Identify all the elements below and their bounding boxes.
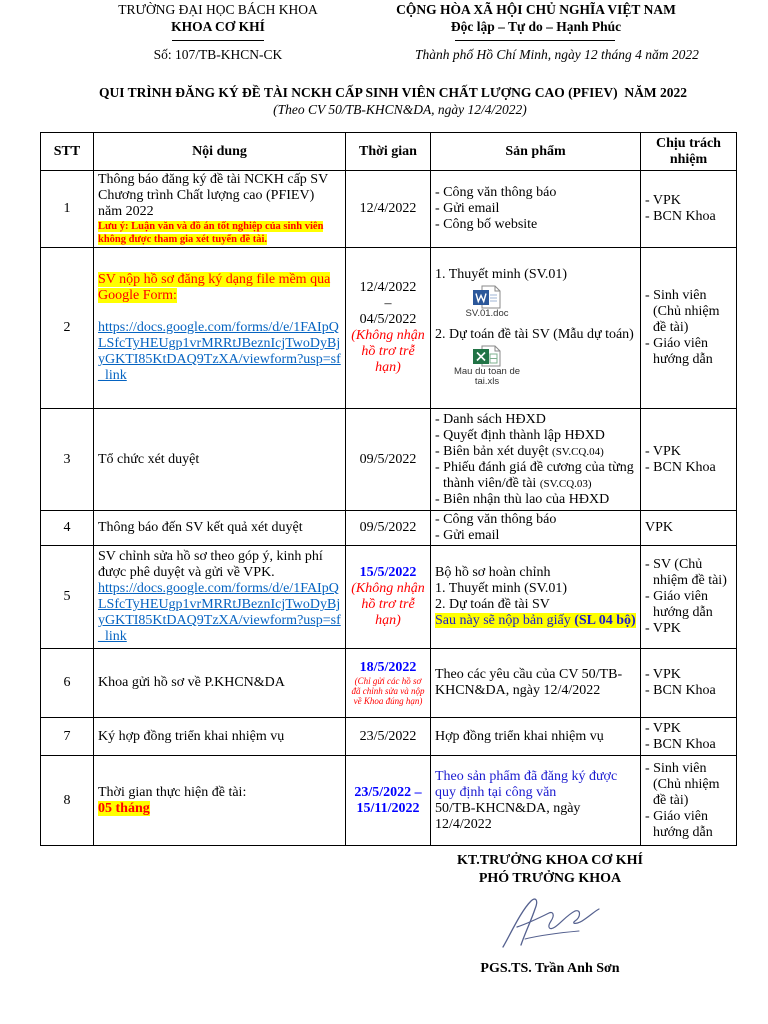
form-code: (SV.CQ.03)	[539, 477, 592, 490]
date-separator: –	[384, 296, 392, 311]
content-cell	[94, 756, 346, 846]
product-item: - Gửi email	[435, 201, 500, 216]
warning-note: Lưu ý: Luận văn và đồ án tốt nghiệp của sinh viên không được tham gia xét tuyển đề tài.	[98, 221, 324, 245]
step-description: SV nộp hồ sơ đăng ký dạng file mềm qua Google Form:	[98, 272, 331, 303]
product-item: 2. Dự toán đề tài SV	[435, 597, 550, 612]
step-description: SV chỉnh sửa hồ sơ theo góp ý, kinh phí được phê duyệt và gửi về VPK.	[98, 549, 323, 580]
table-row	[41, 409, 737, 511]
table-row	[41, 649, 737, 718]
stt-cell: 3	[41, 409, 94, 511]
responsible-item: VPK	[645, 520, 674, 535]
table-row	[41, 546, 737, 649]
product-item: - Quyết định thành lập HĐXD	[435, 427, 605, 443]
content-cell: Khoa gửi hồ sơ về P.KHCN&DA	[94, 649, 346, 718]
product-cell	[431, 409, 641, 511]
time-cell	[346, 649, 431, 718]
stt-cell: 8	[41, 756, 94, 846]
responsible-cell	[641, 409, 737, 511]
faculty-name: KHOA CƠ KHÍ	[171, 19, 265, 34]
deadline-note: (Không nhận hồ trơ trễ hạn)	[351, 581, 425, 628]
responsible-item: - SV (Chủ nhiệm đề tài)	[645, 557, 727, 588]
time-cell: 23/5/2022 – 15/11/2022	[346, 756, 431, 846]
table-row	[41, 248, 737, 409]
table-header-row	[41, 133, 737, 171]
attachment-label: Mau du toan de tai.xls	[453, 366, 521, 387]
content-cell	[94, 171, 346, 248]
table-row	[41, 511, 737, 546]
product-cell: Theo các yêu cầu của CV 50/TB-KHCN&DA, ngày 12/4/2022	[431, 649, 641, 718]
national-block	[386, 1, 686, 35]
header-time: Thời gian	[346, 133, 431, 171]
attachment-word[interactable]	[447, 283, 527, 321]
product-reference: 50/TB-KHCN&DA, ngày 12/4/2022	[435, 800, 581, 832]
motto-underline	[455, 40, 615, 41]
product-cell: Hợp đồng triển khai nhiệm vụ	[431, 718, 641, 756]
product-cell	[431, 248, 641, 409]
product-cell	[431, 546, 641, 649]
signer-title: KT.TRƯỞNG KHOA CƠ KHÍ	[457, 853, 643, 868]
responsible-item: - VPK	[645, 621, 681, 636]
product-item: 1. Thuyết minh (SV.01)	[435, 267, 568, 282]
paper-submission-note: Sau này sẽ nộp bản giấy (SL 04 bộ)	[435, 613, 636, 628]
stt-cell: 4	[41, 511, 94, 546]
header-stt: STT	[41, 133, 94, 171]
deadline-date: 15/5/2022	[359, 565, 417, 580]
stt-cell: 6	[41, 649, 94, 718]
deadline-note: (Không nhận hồ trơ trễ hạn)	[351, 328, 425, 375]
attachment-label: SV.01.doc	[465, 308, 509, 319]
place-date: Thành phố Hồ Chí Minh, ngày 12 tháng 4 năm 2022	[415, 47, 699, 62]
issuer-block	[68, 1, 368, 35]
excel-file-icon	[472, 345, 502, 367]
product-item: 2. Dự toán đề tài SV (Mẫu dự toán)	[435, 327, 634, 342]
responsible-item: - Giáo viên hướng dẫn	[645, 589, 713, 620]
product-cell	[431, 511, 641, 546]
responsible-item: - Giáo viên hướng dẫn	[645, 808, 713, 840]
content-cell	[94, 248, 346, 409]
stt-cell: 2	[41, 248, 94, 409]
stt-cell: 1	[41, 171, 94, 248]
time-cell	[346, 546, 431, 649]
google-form-link[interactable]: https://docs.google.com/forms/d/e/1FAIpQLSfcTyHEUgp1vrMRRtJBeznIcjTwoDyBjyGKTI85KtDAQ9TzXA/viewform?usp=sf_link	[98, 320, 341, 383]
product-item: 1. Thuyết minh (SV.01)	[435, 581, 568, 596]
product-title: Bộ hồ sơ hoàn chỉnh	[435, 565, 551, 580]
responsible-cell	[641, 171, 737, 248]
product-description: Theo sản phẩm đã đăng ký được quy định tại công văn	[435, 768, 618, 800]
university-name: TRƯỜNG ĐẠI HỌC BÁCH KHOA	[118, 2, 318, 17]
document-number: Số: 107/TB-KHCN-CK	[153, 47, 283, 62]
content-cell	[94, 546, 346, 649]
header-product: Sản phẩm	[431, 133, 641, 171]
step-description: Thời gian thực hiện đề tài:	[98, 784, 247, 800]
responsible-item: - VPK	[645, 720, 681, 736]
end-date: 04/5/2022	[359, 312, 417, 327]
content-cell: Ký hợp đồng triển khai nhiệm vụ	[94, 718, 346, 756]
product-cell	[431, 756, 641, 846]
table-row	[41, 756, 737, 846]
nation-name: CỘNG HÒA XÃ HỘI CHỦ NGHĨA VIỆT NAM	[396, 2, 676, 17]
content-cell: Thông báo đến SV kết quả xét duyệt	[94, 511, 346, 546]
responsible-item: - Sinh viên (Chủ nhiệm đề tài)	[645, 760, 720, 808]
table-row	[41, 171, 737, 248]
responsible-item: - VPK	[645, 443, 681, 459]
time-cell	[346, 248, 431, 409]
product-item: - Công văn thông báo	[435, 512, 557, 527]
header-content: Nội dung	[94, 133, 346, 171]
time-cell: 09/5/2022	[346, 511, 431, 546]
responsible-item: - BCN Khoa	[645, 209, 716, 224]
form-code: (SV.CQ.04)	[552, 445, 604, 458]
signer-position: PHÓ TRƯỞNG KHOA	[478, 871, 622, 886]
stt-cell: 5	[41, 546, 94, 649]
content-cell: Tổ chức xét duyệt	[94, 409, 346, 511]
responsible-cell	[641, 718, 737, 756]
procedure-table	[40, 132, 737, 846]
attachment-excel[interactable]	[447, 343, 527, 389]
responsible-item: - VPK	[645, 193, 681, 208]
product-cell	[431, 171, 641, 248]
responsible-item: - Sinh viên (Chủ nhiệm đề tài)	[645, 288, 720, 335]
product-item: - Công văn thông báo	[435, 185, 557, 200]
stt-cell: 7	[41, 718, 94, 756]
document-subtitle: (Theo CV 50/TB-KHCN&DA, ngày 12/4/2022)	[273, 102, 527, 117]
time-cell: 23/5/2022	[346, 718, 431, 756]
step-description: Thông báo đăng ký đề tài NCKH cấp SV Chương trình Chất lượng cao (PFIEV) năm 2022	[98, 172, 328, 219]
deadline-date: 18/5/2022	[359, 660, 417, 675]
responsible-item: - VPK	[645, 667, 681, 682]
responsible-item: - BCN Khoa	[645, 736, 716, 752]
responsible-cell	[641, 248, 737, 409]
responsible-item: - BCN Khoa	[645, 683, 716, 698]
time-cell: 12/4/2022	[346, 171, 431, 248]
handwritten-signature	[495, 889, 605, 955]
start-date: 12/4/2022	[359, 280, 417, 295]
responsible-item: - BCN Khoa	[645, 459, 716, 475]
product-item: - Biên nhận thù lao của HĐXD	[435, 491, 610, 507]
time-cell: 09/5/2022	[346, 409, 431, 511]
responsible-cell	[641, 649, 737, 718]
responsible-cell	[641, 756, 737, 846]
header-responsible: Chịu trách nhiệm	[641, 133, 737, 171]
paper-quantity: (SL 04 bộ)	[574, 613, 636, 628]
table-row	[41, 718, 737, 756]
signer-name: PGS.TS. Trần Anh Sơn	[480, 961, 620, 976]
product-item: - Biên bản xét duyệt (SV.CQ.04)	[435, 443, 604, 459]
document-title: QUI TRÌNH ĐĂNG KÝ ĐỀ TÀI NCKH CẤP SINH VIÊN CHẤT LƯỢNG CAO (PFIEV) NĂM 2022	[98, 85, 688, 100]
product-item: - Công bố website	[435, 217, 538, 232]
word-file-icon	[472, 285, 502, 309]
issuer-underline	[172, 40, 264, 41]
responsible-cell	[641, 546, 737, 649]
deadline-note: (Chỉ gửi các hồ sơ đã chỉnh sửa và nộp về Khoa đúng hạn)	[351, 676, 425, 706]
responsible-cell	[641, 511, 737, 546]
duration-badge: 05 tháng	[98, 800, 150, 816]
google-form-link[interactable]: https://docs.google.com/forms/d/e/1FAIpQLSfcTyHEUgp1vrMRRtJBeznIcjTwoDyBjyGKTI85KtDAQ9TzXA/viewform?usp=sf_link	[98, 581, 341, 644]
national-motto: Độc lập – Tự do – Hạnh Phúc	[450, 19, 622, 34]
responsible-item: - Giáo viên hướng dẫn	[645, 336, 713, 367]
product-item: - Gửi email	[435, 528, 500, 543]
product-item: - Danh sách HĐXD	[435, 411, 546, 427]
product-item: - Phiếu đánh giá đề cương của từng thành viên/đề tài (SV.CQ.03)	[435, 459, 634, 491]
